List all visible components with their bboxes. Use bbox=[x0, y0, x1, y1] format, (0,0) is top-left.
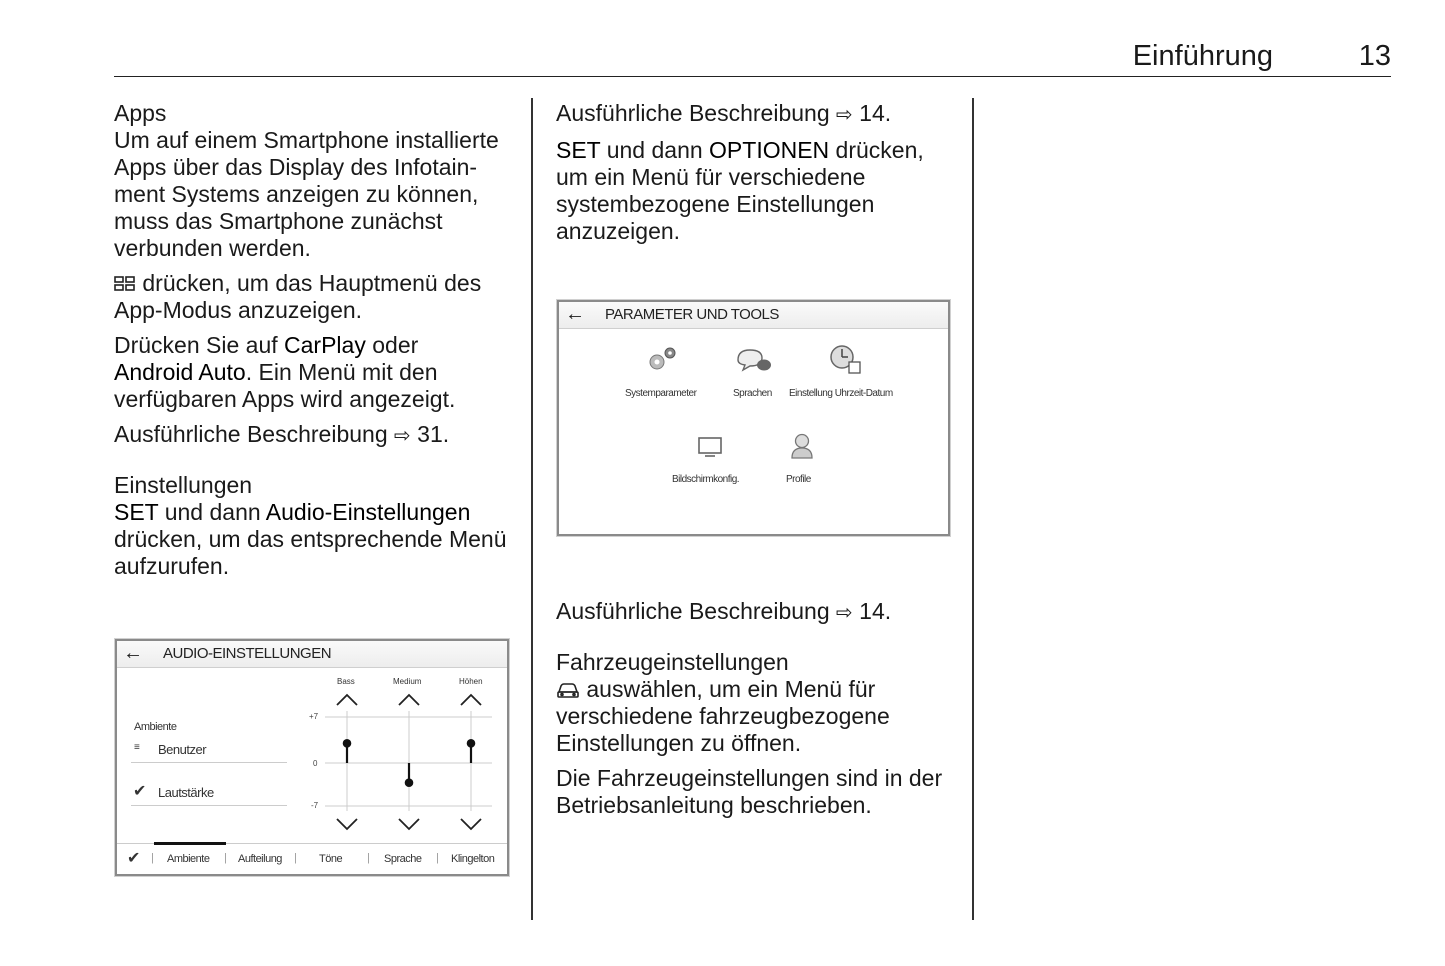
back-arrow-icon: ← bbox=[123, 642, 143, 664]
car-icon bbox=[556, 676, 580, 702]
grid-icon bbox=[114, 270, 136, 296]
medium-up-chevron-icon bbox=[399, 695, 419, 705]
monitor-icon bbox=[697, 436, 723, 458]
hoehen-down-chevron-icon bbox=[461, 819, 481, 829]
hoehen-up-chevron-icon bbox=[461, 695, 481, 705]
vehicle-settings-paragraph: auswählen, um ein Menü für verschiedene fahrzeugbezogene Einstellungen zu öffnen. bbox=[556, 676, 890, 756]
scale-mid: 0 bbox=[313, 759, 318, 768]
profile-icon bbox=[789, 432, 815, 460]
apps-menu-paragraph: drücken, um das Hauptmenü des App-Modus anzuzeigen. bbox=[114, 270, 482, 323]
back-arrow-icon: ← bbox=[565, 303, 585, 325]
screen-title: PARAMETER UND TOOLS bbox=[605, 306, 779, 323]
settings-paragraph: SET und dann Audio-Einstellungen drücken, um das entsprechende Menü aufzurufen. bbox=[114, 499, 507, 579]
screen-title-bar bbox=[117, 641, 507, 668]
carplay-paragraph: Drücken Sie auf CarPlay oder Android Auto. Ein Menü mit den verfügbaren Apps wird angezeigt. bbox=[114, 332, 456, 412]
equalizer-panel bbox=[307, 671, 499, 841]
reference-arrow-icon: ⇨ bbox=[394, 425, 411, 447]
tab-bar: ✔ Ambiente Aufteilung Töne Sprache Klingelton | | | | | bbox=[117, 843, 507, 874]
clock-calendar-icon bbox=[829, 344, 863, 376]
systemparameter-item[interactable]: Systemparameter bbox=[625, 388, 697, 399]
apps-heading: Apps bbox=[114, 100, 167, 126]
band-label-bass: Bass bbox=[337, 677, 355, 686]
profile-item[interactable]: Profile bbox=[786, 474, 811, 485]
page-number: 13 bbox=[1358, 40, 1391, 72]
divider bbox=[131, 762, 287, 763]
set-keyword: SET bbox=[114, 499, 159, 525]
column-divider bbox=[972, 98, 974, 920]
column-middle-lower bbox=[556, 598, 956, 819]
sprachen-item[interactable]: Sprachen bbox=[733, 388, 772, 399]
vehicle-manual-paragraph: Die Fahrzeugeinstellungen sind in der Betriebsanleitung beschrieben. bbox=[556, 765, 943, 818]
reference-paragraph: Ausführliche Beschreibung ⇨ 14. bbox=[556, 100, 956, 129]
settings-heading: Einstellungen bbox=[114, 472, 253, 498]
eq-slider-knob-1[interactable] bbox=[406, 780, 412, 786]
tab-aufteilung[interactable]: Aufteilung bbox=[238, 853, 282, 865]
screen-title-bar bbox=[559, 302, 948, 329]
tab-ambiente[interactable]: Ambiente bbox=[167, 853, 210, 865]
gears-icon bbox=[645, 344, 681, 374]
apps-paragraph: Um auf einem Smartphone installierte Apps über das Display des Infotain-ment Systems anzeigen zu können, muss das Smartphone zunächst verbunden werden. bbox=[114, 127, 499, 261]
parameter-tools-screenshot bbox=[557, 300, 950, 536]
tab-sprache[interactable]: Sprache bbox=[384, 853, 422, 865]
lautstaerke-option: Lautstärke bbox=[158, 785, 214, 800]
band-label-hoehen: Höhen bbox=[459, 677, 483, 686]
chapter-title: Einführung bbox=[1132, 40, 1273, 72]
medium-down-chevron-icon bbox=[399, 819, 419, 829]
apps-reference: Ausführliche Beschreibung ⇨ 31. bbox=[114, 421, 514, 450]
audio-settings-screenshot bbox=[115, 639, 509, 876]
scale-bottom: -7 bbox=[311, 801, 319, 810]
eq-slider-knob-0[interactable] bbox=[344, 740, 350, 746]
carplay-keyword: CarPlay bbox=[284, 332, 366, 358]
bass-up-chevron-icon bbox=[337, 695, 357, 705]
uhrzeit-datum-item[interactable]: Einstellung Uhrzeit-Datum bbox=[789, 388, 893, 399]
bildschirmkonfig-item[interactable]: Bildschirmkonfig. bbox=[672, 474, 740, 485]
set-keyword: SET bbox=[556, 137, 601, 163]
reference-paragraph-2: Ausführliche Beschreibung ⇨ 14. bbox=[556, 598, 956, 627]
android-auto-keyword: Android Auto bbox=[114, 359, 246, 385]
vehicle-settings-heading: Fahrzeugeinstellungen bbox=[556, 649, 789, 675]
audio-settings-keyword: Audio-Einstellungen bbox=[265, 499, 471, 525]
band-label-medium: Medium bbox=[393, 677, 422, 686]
options-paragraph: SET und dann OPTIONEN drücken, um ein Menü für verschiedene systembezogene Einstellungen anzuzeigen. bbox=[556, 137, 924, 244]
column-divider bbox=[531, 98, 533, 920]
eq-gridlines bbox=[325, 711, 492, 811]
bass-down-chevron-icon bbox=[337, 819, 357, 829]
tab-klingelton[interactable]: Klingelton bbox=[451, 853, 495, 865]
active-tab-indicator bbox=[154, 842, 226, 845]
confirm-check-icon[interactable]: ✔ bbox=[127, 850, 140, 867]
checkmark-icon: ✔ bbox=[133, 783, 146, 800]
page-header bbox=[114, 38, 1391, 77]
scale-top: +7 bbox=[309, 712, 319, 721]
list-bullet-icon: ≡ bbox=[134, 742, 140, 753]
reference-arrow-icon: ⇨ bbox=[836, 602, 853, 624]
optionen-keyword: OPTIONEN bbox=[709, 137, 830, 163]
tab-toene[interactable]: Töne bbox=[319, 853, 343, 865]
speech-bubbles-icon bbox=[735, 346, 773, 374]
reference-arrow-icon: ⇨ bbox=[836, 104, 853, 126]
screen-title: AUDIO-EINSTELLUNGEN bbox=[163, 645, 332, 662]
divider bbox=[131, 805, 287, 806]
column-left bbox=[114, 100, 514, 580]
ambiente-label: Ambiente bbox=[134, 721, 177, 733]
column-middle bbox=[556, 100, 956, 245]
benutzer-option: Benutzer bbox=[158, 742, 207, 757]
eq-slider-knob-2[interactable] bbox=[468, 740, 474, 746]
